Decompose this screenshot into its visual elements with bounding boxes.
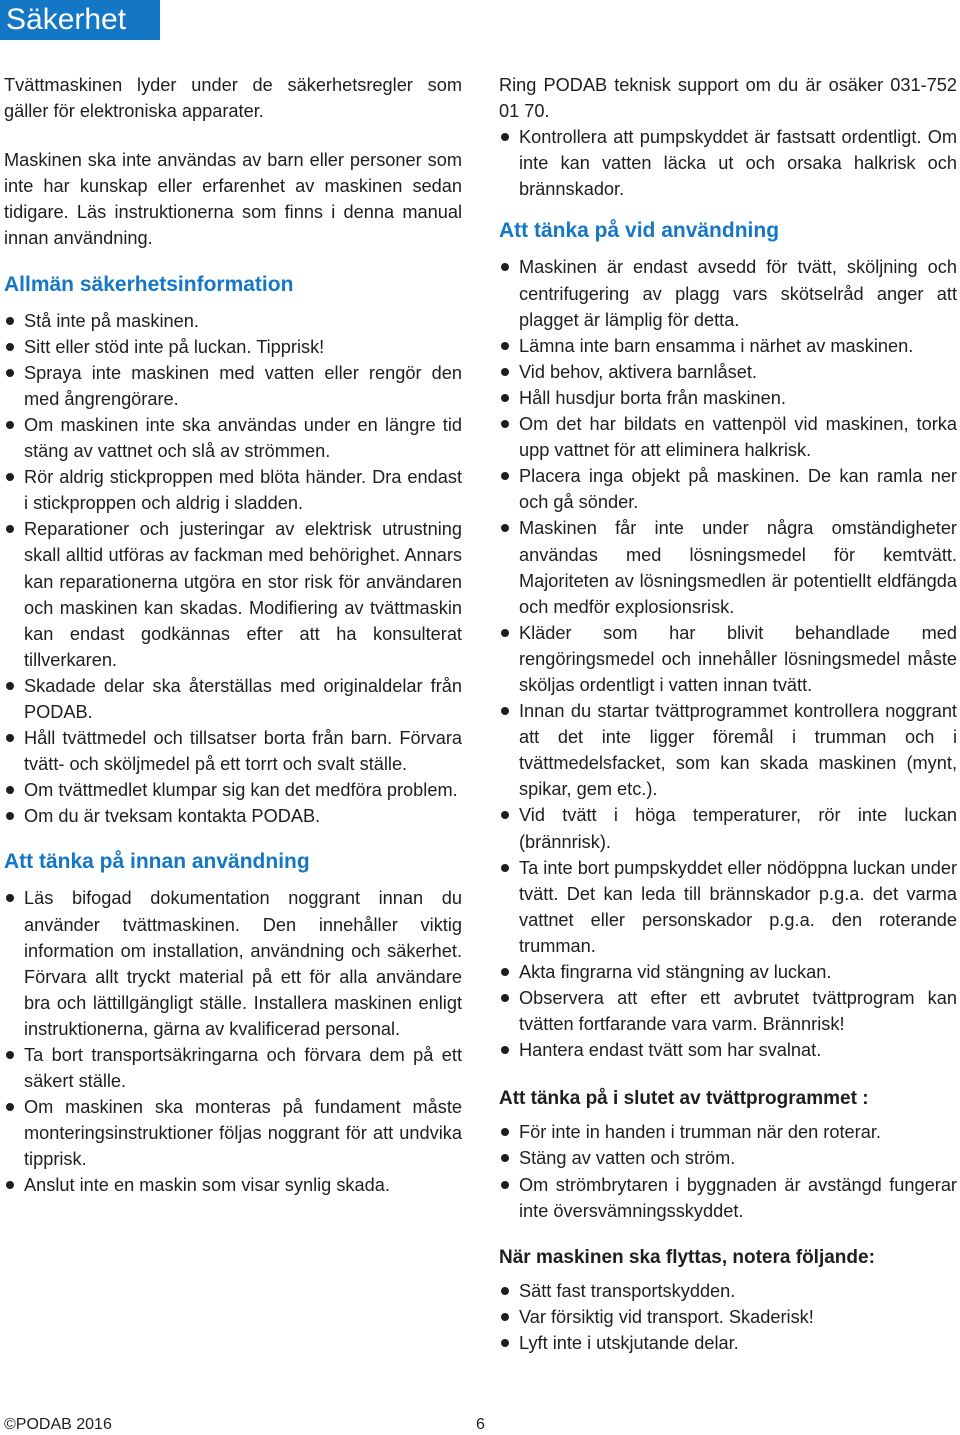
bullet-icon: [501, 524, 509, 532]
bullet-icon: [501, 133, 509, 141]
list-item: För inte in handen i trumman när den roterar.: [499, 1119, 957, 1145]
bullet-icon: [6, 1181, 14, 1189]
list-item: Håll husdjur borta från maskinen.: [499, 385, 957, 411]
during-use-list: [499, 254, 957, 1063]
bullet-icon: [6, 682, 14, 690]
list-item: Observera att efter ett avbrutet tvättprogram kan tvätten fortfarande vara varm. Brännrisk!: [499, 985, 957, 1037]
bullet-icon: [6, 1103, 14, 1111]
bullet-icon: [501, 629, 509, 637]
left-column: [4, 72, 462, 1217]
list-item: Lyft inte i utskjutande delar.: [499, 1330, 957, 1356]
list-item: Kläder som har blivit behandlade med rengöringsmedel och innehåller lösningsmedel måste sköljas ordentligt i vatten innan tvätt.: [499, 620, 957, 698]
bullet-icon: [6, 894, 14, 902]
intro-paragraph-2: Maskinen ska inte användas av barn eller personer som inte har kunskap eller erfarenhet av maskinen sedan tidigare. Läs instruktionerna som finns i denna manual innan användning.: [4, 150, 462, 249]
page-title: Säkerhet: [6, 3, 127, 36]
title-banner: [0, 0, 160, 40]
bullet-icon: [501, 864, 509, 872]
section-heading-end-of-program: Att tänka på i slutet av tvättprogrammet :: [499, 1088, 869, 1110]
end-of-program-list: [499, 1119, 957, 1223]
general-safety-list: [4, 308, 462, 830]
list-item: Rör aldrig stickproppen med blöta händer. Dra endast i stickproppen och aldrig i sladden.: [4, 464, 462, 516]
list-item: Om du är tveksam kontakta PODAB.: [4, 803, 462, 829]
bullet-icon: [6, 421, 14, 429]
list-item: Skadade delar ska återställas med originaldelar från PODAB.: [4, 673, 462, 725]
bullet-icon: [501, 1287, 509, 1295]
list-item: Om maskinen inte ska användas under en längre tid stäng av vattnet och slå av strömmen.: [4, 412, 462, 464]
continued-paragraph: Ring PODAB teknisk support om du är osäker 031-752 01 70.: [499, 75, 957, 122]
list-item: Placera inga objekt på maskinen. De kan ramla ner och gå sönder.: [499, 463, 957, 515]
list-item: Stäng av vatten och ström.: [499, 1145, 957, 1171]
list-item: Läs bifogad dokumentation noggrant innan du använder tvättmaskinen. Den innehåller viktig information om installation, användning och säkerhet. Förvara allt tryckt material på ett för alla användare bra och lättillgängligt ställe. Installera maskinen enligt instruktionerna, gärna av kvalificerad personal.: [4, 885, 462, 1042]
list-item: Om strömbrytaren i byggnaden är avstängd fungerar inte översvämningsskyddet.: [499, 1172, 957, 1224]
list-item: Maskinen får inte under några omständigheter användas med lösningsmedel för kemtvätt. Majoriteten av lösningsmedlen är potentiellt eldfängda och medför explosionsrisk.: [499, 515, 957, 619]
list-item: Anslut inte en maskin som visar synlig skada.: [4, 1172, 462, 1198]
footer-page-number: 6: [476, 1416, 485, 1433]
list-item: Vid behov, aktivera barnlåset.: [499, 359, 957, 385]
section-heading-moving-machine: När maskinen ska flyttas, notera följande:: [499, 1246, 875, 1268]
list-item: Stå inte på maskinen.: [4, 308, 462, 334]
bullet-icon: [501, 968, 509, 976]
bullet-icon: [6, 734, 14, 742]
list-item: Vid tvätt i höga temperaturer, rör inte luckan (brännrisk).: [499, 802, 957, 854]
bullet-icon: [6, 369, 14, 377]
moving-machine-list: [499, 1278, 957, 1356]
bullet-icon: [501, 263, 509, 271]
bullet-icon: [6, 1051, 14, 1059]
bullet-icon: [501, 394, 509, 402]
bullet-icon: [6, 525, 14, 533]
bullet-icon: [501, 1181, 509, 1189]
list-item: Innan du startar tvättprogrammet kontrollera noggrant att det inte ligger föremål i trumman och i tvättmedelsfacket, som kan skada maskinen (mynt, spikar, gem etc.).: [499, 698, 957, 802]
list-item: Akta fingrarna vid stängning av luckan.: [499, 959, 957, 985]
bullet-icon: [501, 420, 509, 428]
list-item: Spraya inte maskinen med vatten eller rengör den med ångrengörare.: [4, 360, 462, 412]
bullet-icon: [6, 317, 14, 325]
section-heading-during-use: Att tänka på vid användning: [499, 219, 780, 243]
continued-list: [499, 124, 957, 202]
list-item: Om det har bildats en vattenpöl vid maskinen, torka upp vattnet för att eliminera halkrisk.: [499, 411, 957, 463]
intro-paragraph-1: Tvättmaskinen lyder under de säkerhetsregler som gäller för elektroniska apparater.: [4, 75, 462, 122]
bullet-icon: [501, 472, 509, 480]
bullet-icon: [501, 1154, 509, 1162]
bullet-icon: [501, 1046, 509, 1054]
list-item: Håll tvättmedel och tillsatser borta från barn. Förvara tvätt- och sköljmedel på ett torrt och svalt ställe.: [4, 725, 462, 777]
list-item: Om maskinen ska monteras på fundament måste monteringsinstruktioner följas noggrant för att undvika tipprisk.: [4, 1094, 462, 1172]
section-heading-general-safety: Allmän säkerhetsinformation: [4, 272, 294, 296]
bullet-icon: [6, 812, 14, 820]
list-item: Ta inte bort pumpskyddet eller nödöppna luckan under tvätt. Det kan leda till brännskador p.g.a. det varma vattnet eller personskador p.g.a. den roterande trumman.: [499, 855, 957, 959]
before-use-list: [4, 885, 462, 1198]
bullet-icon: [6, 786, 14, 794]
bullet-icon: [501, 1313, 509, 1321]
list-item: Sitt eller stöd inte på luckan. Tipprisk!: [4, 334, 462, 360]
bullet-icon: [501, 1339, 509, 1347]
list-item: Hantera endast tvätt som har svalnat.: [499, 1037, 957, 1063]
bullet-icon: [501, 707, 509, 715]
list-item: Reparationer och justeringar av elektrisk utrustning skall alltid utföras av fackman med behörighet. Annars kan reparationerna utgöra en stor risk för användaren och maskinen kan skadas. Modifiering av tvättmaskin kan endast godkännas efter att ha konsulterat tillverkaren.: [4, 516, 462, 673]
bullet-icon: [501, 994, 509, 1002]
bullet-icon: [501, 342, 509, 350]
list-item: Maskinen är endast avsedd för tvätt, sköljning och centrifugering av plagg vars skötselråd anger att plagget är lämplig för detta.: [499, 254, 957, 332]
list-item: Ta bort transportsäkringarna och förvara dem på ett säkert ställe.: [4, 1042, 462, 1094]
section-heading-before-use: Att tänka på innan användning: [4, 850, 310, 874]
footer-copyright: ©PODAB 2016: [4, 1416, 112, 1433]
bullet-icon: [501, 811, 509, 819]
right-column: [499, 72, 957, 1374]
list-item: Var försiktig vid transport. Skaderisk!: [499, 1304, 957, 1330]
bullet-icon: [6, 473, 14, 481]
bullet-icon: [501, 368, 509, 376]
list-item: Kontrollera att pumpskyddet är fastsatt ordentligt. Om inte kan vatten läcka ut och orsaka halkrisk och brännskador.: [499, 124, 957, 202]
list-item: Sätt fast transportskydden.: [499, 1278, 957, 1304]
bullet-icon: [6, 343, 14, 351]
bullet-icon: [501, 1128, 509, 1136]
list-item: Lämna inte barn ensamma i närhet av maskinen.: [499, 333, 957, 359]
list-item: Om tvättmedlet klumpar sig kan det medföra problem.: [4, 777, 462, 803]
